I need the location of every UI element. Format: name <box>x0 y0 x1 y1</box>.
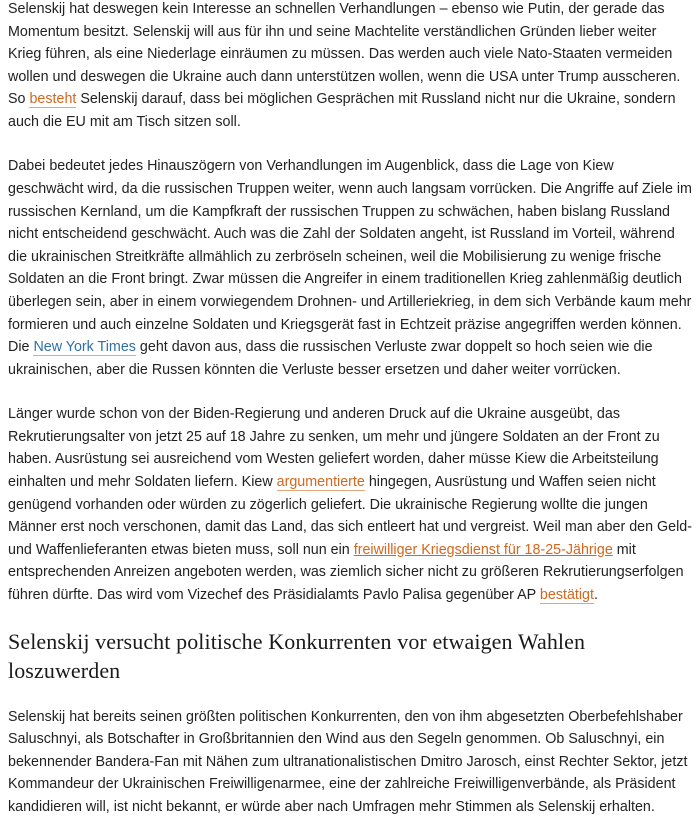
inline-link[interactable]: besteht <box>29 91 77 108</box>
paragraph <box>8 0 692 133</box>
paragraph-text: . <box>593 586 598 603</box>
inline-link[interactable]: freiwilliger Kriegsdienst für 18-25-Jährige <box>353 541 613 558</box>
paragraph-text: geht davon aus, dass die russischen Verluste zwar doppelt so hoch seien wie die ukrainischen, aber die Russen könnten die Verluste besser ersetzen und daher weiter vorrücken. <box>8 339 653 378</box>
paragraph-text: Selenskij darauf, dass bei möglichen Gesprächen mit Russland nicht nur die Ukraine, sondern auch die EU mit am Tisch sitzen soll. <box>8 91 676 130</box>
paragraph-text: Dabei bedeutet jedes Hinauszögern von Verhandlungen im Augenblick, dass die Lage von Kiew geschwächt wird, da die russischen Truppen weiter, wenn auch langsam vorrücken. Die Angriffe auf Ziele im russischen Kernland, um die Kampfkraft der russischen Truppen zu schwächen, haben bislang Russland nicht entscheidend geschwächt. Auch was die Zahl der Soldaten angeht, ist Russland im Vorteil, während die ukrainischen Streitkräfte allmählich zu zerbröseln scheinen, weil die Mobilisierung zu wenige frische Soldaten an die Front bringt. Zwar müssen die Angreifer in einem traditionellen Krieg zahlenmäßig deutlich überlegen sein, aber in einem vorwiegendem Drohnen- und Artilleriekrieg, in dem sich Verbände kaum mehr formieren und auch einzelne Soldaten und Kriegsgerät fast in Echtzeit präzise angegriffen werden können. Die <box>8 158 692 356</box>
paragraph-text: Selenskij hat bereits seinen größten politischen Konkurrenten, den von ihm abgesetzten Oberbefehlshaber Saluschnyi, als Botschafter in Großbritannien den Wind aus den Segeln genommen. Ob Saluschnyi, ein bekennender Bandera-Fan mit Nähen zum ultranationalistischen Dmitro Jarosch, einst Rechter Sektor, jetzt Kommandeur der Ukrainischen Freiwilligenarmee, eine der zahlreiche Freiwilligenverbände, als Präsident kandidieren will, ist nicht bekannt, er würde aber nach Umfragen mehr Stimmen als Selenskij erhalten. <box>8 708 688 815</box>
paragraph-text: Selenskij hat deswegen kein Interesse an schnellen Verhandlungen – ebenso wie Putin, der gerade das Momentum besitzt. Selenskij will aus für ihn und seine Machtelite verständlichen Gründen lieber weiter Krieg führen, als eine Niederlage einräumen zu müssen. Das werden auch viele Nato-Staaten vermeiden wollen und deswegen die Ukraine auch dann unterstützen wollen, wenn die USA unter Trump ausscheren. So <box>8 1 681 108</box>
paragraph-group-bottom <box>8 706 692 819</box>
paragraph-text: mit entsprechenden Anreizen angeboten werden, was ziemlich sicher nicht zu größeren Rekrutierungserfolgen führen dürfte. Das wird vom Vizechef des Präsidialamts Pavlo Palisa gegenüber AP <box>8 541 684 603</box>
inline-link[interactable]: bestätigt <box>539 586 594 603</box>
inline-link[interactable]: New York Times <box>33 339 136 356</box>
paragraph-text: Länger wurde schon von der Biden-Regierung und anderen Druck auf die Ukraine ausgeübt, das Rekrutierungsalter von jetzt 25 auf 18 Jahre zu senken, um mehr und jüngere Soldaten an der Front zu haben. Ausrüstung sei ausreichend vom Westen geliefert worden, daher müsse Kiew die Arbeitsteilung einhalten und mehr Soldaten liefern. Kiew <box>8 406 660 490</box>
paragraph <box>8 403 692 606</box>
paragraph <box>8 155 692 381</box>
paragraph-text: hingegen, Ausrüstung und Waffen seien nicht genügend vorhanden oder würden zu zögerlich geliefert. Die ukrainische Regierung wollte die jungen Männer erst noch verschonen, damit das Land, das sich entleert hat und vergreist. Weil man aber den Geld- und Waffenlieferanten etwas bieten muss, soll nun ein <box>8 473 692 558</box>
paragraph-group-top <box>8 0 692 606</box>
paragraph <box>8 706 692 819</box>
section-heading: Selenskij versucht politische Konkurrenten vor etwaigen Wahlen loszuwerden <box>8 629 586 684</box>
inline-link[interactable]: argumentierte <box>276 473 365 490</box>
